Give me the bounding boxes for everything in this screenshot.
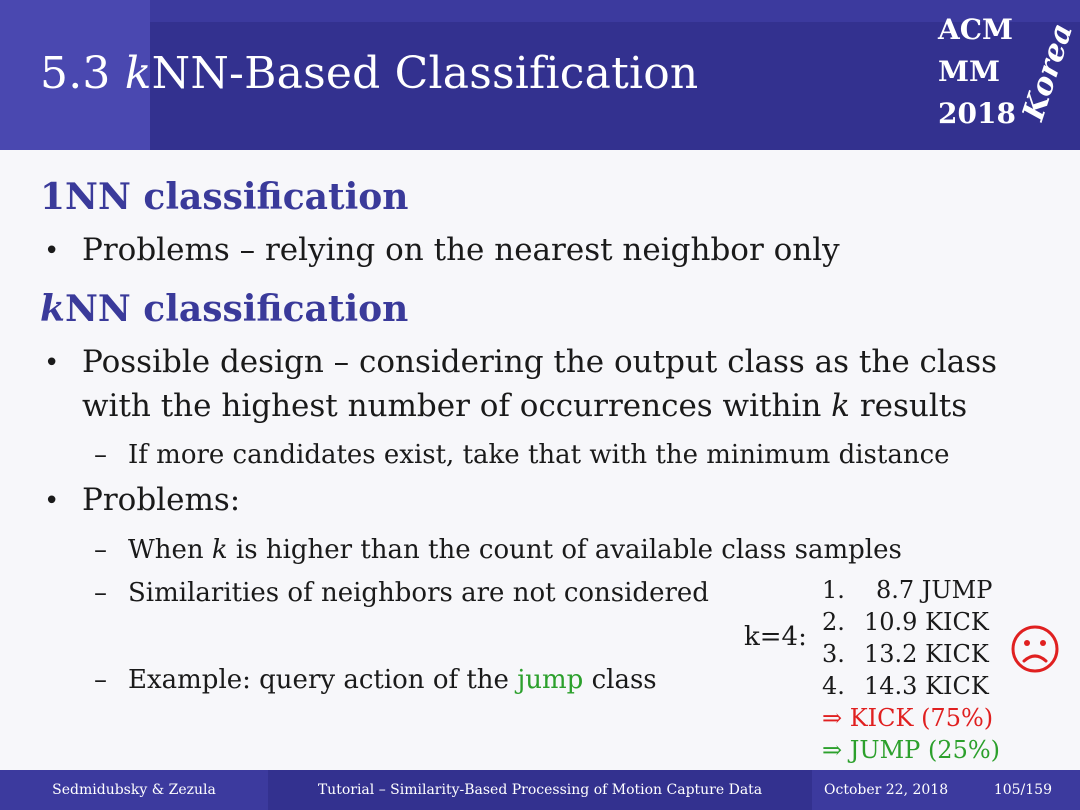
result-num-4: 4. [822,672,845,700]
outcome-kick: ⇒ KICK (75%) [822,704,994,732]
footer-authors [0,770,268,810]
result-num-3: 3. [822,640,845,668]
section-1nn-title: 1NN classification [40,176,409,218]
title-k: k [124,48,152,99]
sub-k-higher [128,535,902,565]
sub2-k: k [211,535,228,565]
footer-tutorial [268,770,812,810]
sub2-b: is higher than the count of available class samples [227,535,902,565]
slide-title [40,48,698,99]
sub-similarities: Similarities of neighbors are not considered [128,578,709,608]
acm-mm-logo [938,13,1080,134]
bullet-dot: • [44,486,60,516]
result-value-2: 10.9 KICK [864,608,989,636]
bullet-problems: Problems: [82,482,241,518]
footer-tutorial-text: Tutorial – Similarity-Based Processing of Motion Capture Data [317,782,763,798]
sub4-jump: jump [517,665,584,695]
footer-page-number: 105/159 [993,782,1052,798]
sub4-a: Example: query action of the [128,665,518,695]
sub-dash: – [94,535,107,565]
section-knn-rest: NN classification [64,288,409,330]
sub-dash: – [94,665,107,695]
bullet-dot: • [44,236,60,266]
line2-a: with the highest number of occurrences within [82,388,832,424]
footer-date: October 22, 2018 [824,782,949,798]
sub2-a: When [128,535,212,565]
line2-k: k [831,388,850,424]
outcome-jump: ⇒ JUMP (25%) [822,736,1001,764]
logo-acm: ACM [938,13,1014,46]
result-value-1: 8.7 JUMP [876,576,993,604]
result-value-4: 14.3 KICK [864,672,989,700]
section-knn-title [40,288,408,330]
slide-footer [0,770,1080,810]
bullet-possible-design-line1: Possible design – considering the output class as the class [82,344,998,380]
result-num-1: 1. [822,576,845,604]
sad-face-icon [1010,624,1060,674]
bullet-1nn-problems: Problems – relying on the nearest neighbor only [82,232,840,268]
k-label: k=4: [744,622,807,652]
result-value-3: 13.2 KICK [864,640,989,668]
slide-header [0,0,1080,150]
sub-example [128,665,657,695]
sub-min-distance: If more candidates exist, take that with the minimum distance [128,440,950,470]
sub-dash: – [94,440,107,470]
section-knn-k: k [40,288,65,330]
logo-year: 2018 [938,97,1016,130]
logo-mm: MM [938,55,1000,88]
bullet-dot: • [44,348,60,378]
logo-korea: Korea [1016,19,1080,125]
footer-authors-text: Sedmidubsky & Zezula [52,782,216,798]
result-num-2: 2. [822,608,845,636]
title-rest: NN-Based Classification [151,48,699,99]
title-prefix: 5.3 [40,48,125,99]
bullet-possible-design-line2 [82,388,967,424]
line2-b: results [849,388,968,424]
sub-dash: – [94,578,107,608]
footer-date-page [812,770,1080,810]
sub4-b: class [583,665,657,695]
